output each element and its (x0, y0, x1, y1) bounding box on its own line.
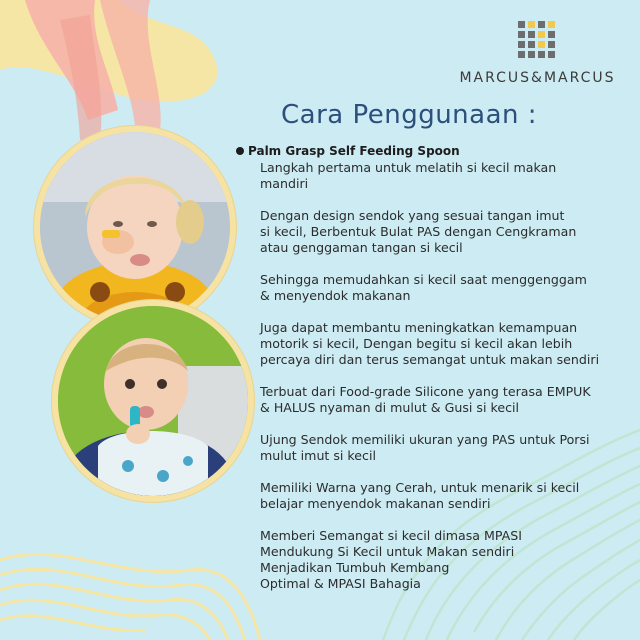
paragraph-line: & menyendok makanan (260, 288, 411, 303)
yellow-wavy-lines (0, 554, 260, 640)
usage-paragraph (260, 160, 620, 192)
brand-logo (455, 20, 620, 100)
baby-boy-photo (52, 300, 254, 502)
paragraph-line: mulut imut si kecil (260, 448, 376, 463)
paragraph-line: Langkah pertama untuk melatih si kecil makan (260, 160, 557, 175)
paragraph-line: percaya diri dan terus semangat untuk makan sendiri (260, 352, 600, 367)
logo-square (528, 21, 535, 28)
paragraph-line: Optimal & MPASI Bahagia (260, 576, 421, 591)
logo-square (518, 21, 525, 28)
usage-paragraph (260, 208, 620, 256)
usage-paragraph (260, 320, 620, 368)
usage-paragraph (260, 528, 620, 592)
paragraph-line: Menjadikan Tumbuh Kembang (260, 560, 450, 575)
paragraph-line: Ujung Sendok memiliki ukuran yang PAS untuk Porsi (260, 432, 590, 447)
logo-grid-icon (517, 20, 557, 60)
logo-square (538, 41, 545, 48)
logo-square (538, 31, 545, 38)
bullet-icon (236, 147, 244, 155)
paragraph-line: Memiliki Warna yang Cerah, untuk menarik si kecil (260, 480, 580, 495)
logo-square (528, 41, 535, 48)
product-name (248, 144, 460, 158)
paragraph-line: Juga dapat membantu meningkatkan kemampuan (260, 320, 578, 335)
paragraph-line: si kecil, Berbentuk Bulat PAS dengan Cengkraman (260, 224, 577, 239)
usage-paragraph (260, 432, 620, 464)
logo-square (518, 41, 525, 48)
logo-square (518, 51, 525, 58)
logo-square (528, 31, 535, 38)
logo-square (528, 51, 535, 58)
usage-paragraph (260, 272, 620, 304)
toddler-girl-photo (34, 126, 236, 328)
logo-square (548, 31, 555, 38)
logo-square (518, 31, 525, 38)
page-title: Cara Penggunaan : (281, 100, 538, 130)
paragraph-line: Dengan design sendok yang sesuai tangan imut (260, 208, 565, 223)
paragraph-line: motorik si kecil, Dengan begitu si kecil akan lebih (260, 336, 573, 351)
product-label: Palm Grasp Self Feeding Spoon (248, 144, 460, 158)
brand-name: MARCUS&MARCUS (459, 70, 616, 86)
logo-square (548, 41, 555, 48)
logo-square (548, 51, 555, 58)
usage-content (260, 160, 620, 608)
logo-square (538, 21, 545, 28)
paragraph-line: belajar menyendok makanan sendiri (260, 496, 491, 511)
paragraph-line: Sehingga memudahkan si kecil saat menggenggam (260, 272, 587, 287)
logo-square (548, 21, 555, 28)
usage-paragraph (260, 384, 620, 416)
paragraph-line: Terbuat dari Food-grade Silicone yang terasa EMPUK (260, 384, 591, 399)
paragraph-line: atau genggaman tangan si kecil (260, 240, 463, 255)
paragraph-line: Memberi Semangat si kecil dimasa MPASI (260, 528, 522, 543)
paragraph-line: mandiri (260, 176, 309, 191)
usage-paragraph (260, 480, 620, 512)
paragraph-line: Mendukung Si Kecil untuk Makan sendiri (260, 544, 515, 559)
logo-square (538, 51, 545, 58)
paragraph-line: & HALUS nyaman di mulut & Gusi si kecil (260, 400, 520, 415)
